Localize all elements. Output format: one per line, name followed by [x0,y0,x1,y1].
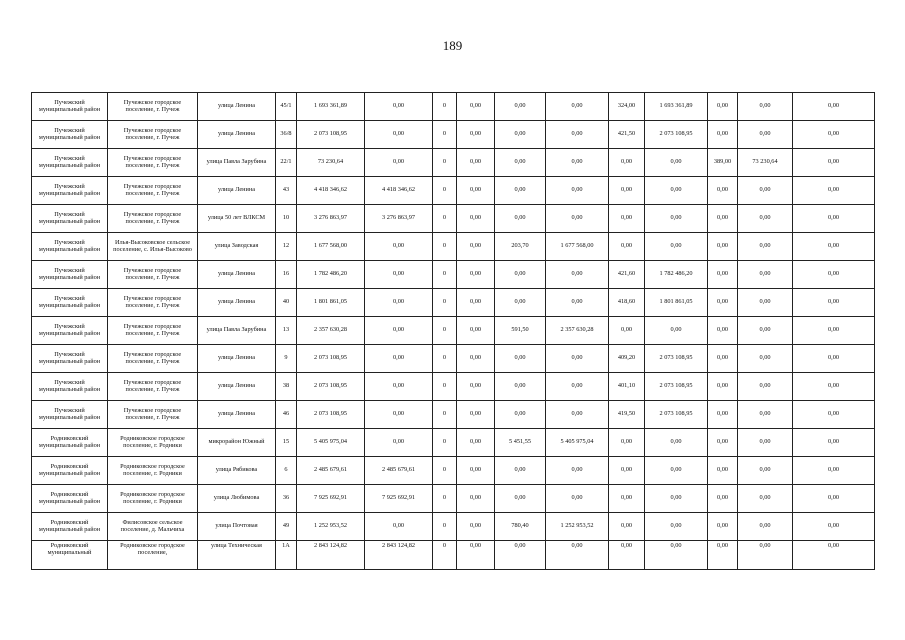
table-cell: Родниковское городское поселение, г. Родники [108,485,198,513]
table-cell: 0 [433,289,457,317]
table-cell: 401,10 [609,373,645,401]
table-cell: улица Ленина [198,121,276,149]
table-cell: 1 801 861,05 [645,289,708,317]
table-cell: 0,00 [546,261,609,289]
table-cell: 0,00 [738,345,793,373]
table-cell: 0,00 [495,177,546,205]
table-row [32,233,875,261]
table-cell: 3 276 863,97 [365,205,433,233]
table-cell: 0,00 [495,205,546,233]
table-cell: 0,00 [495,485,546,513]
table-cell: 1 782 486,20 [645,261,708,289]
table-cell: 0,00 [793,373,875,401]
table-cell: 0 [433,93,457,121]
table-cell: 13 [276,317,297,345]
table-cell: Родниковский муниципальный район [32,485,108,513]
table-cell: улица Ленина [198,93,276,121]
table-cell: 0,00 [738,205,793,233]
table-cell: улица Павла Зарубина [198,149,276,177]
table-cell: 0,00 [546,205,609,233]
table-row [32,317,875,345]
table-cell: Филисовское сельское поселение, д. Мальчиха [108,513,198,541]
table-cell: 0,00 [708,93,738,121]
table-cell: 0,00 [708,289,738,317]
table-cell: 0 [433,317,457,345]
table-cell: улица Заводская [198,233,276,261]
table-cell: 0,00 [457,485,495,513]
table-cell: Пучежское городское поселение, г. Пучеж [108,205,198,233]
table-row [32,289,875,317]
table-cell: 2 073 108,95 [297,121,365,149]
table-cell: 0,00 [609,317,645,345]
table-cell: 0,00 [708,233,738,261]
table-cell: 0,00 [738,177,793,205]
table-cell: 2 073 108,95 [297,401,365,429]
table-cell: 5 405 975,04 [546,429,609,457]
table-cell: 0 [433,541,457,570]
table-cell: 1 677 568,00 [546,233,609,261]
table-row [32,121,875,149]
table-cell: 0,00 [365,401,433,429]
table-cell: 0,00 [609,149,645,177]
table-cell: 0,00 [365,149,433,177]
table-cell: 421,60 [609,261,645,289]
table-cell: 0,00 [645,457,708,485]
table-row [32,177,875,205]
table-cell: 0,00 [738,541,793,570]
table-cell: 2 843 124,82 [297,541,365,570]
table-cell: Пучежский муниципальный район [32,205,108,233]
table-cell: улица Любимова [198,485,276,513]
table-cell: 0,00 [708,261,738,289]
table-cell: 0 [433,149,457,177]
table-cell: 0,00 [495,261,546,289]
table-cell: 0,00 [645,205,708,233]
table-cell: 419,50 [609,401,645,429]
table-cell: 0,00 [738,261,793,289]
table-cell: 0,00 [793,513,875,541]
table-cell: Родниковский муниципальный район [32,429,108,457]
table-cell: 0 [433,233,457,261]
table-cell: 0,00 [546,345,609,373]
table-cell: 2 073 108,95 [645,345,708,373]
table-cell: 49 [276,513,297,541]
table-cell: 0,00 [546,93,609,121]
table-cell: Родниковский муниципальный [32,541,108,570]
table-row [32,345,875,373]
table-cell: 0,00 [793,233,875,261]
table-cell: 0,00 [546,485,609,513]
table-cell: 0,00 [365,93,433,121]
table-cell: 0,00 [793,317,875,345]
table-row [32,485,875,513]
table-cell: 0,00 [365,317,433,345]
table-cell: 0,00 [609,205,645,233]
table-cell: улица Ленина [198,261,276,289]
table-cell: 0,00 [457,373,495,401]
table-cell: улица Почтовая [198,513,276,541]
table-cell: Пучежский муниципальный район [32,177,108,205]
table-cell: улица Рябикова [198,457,276,485]
table-cell: 1 693 361,89 [297,93,365,121]
table-cell: 0,00 [708,401,738,429]
table-cell: улица Техническая [198,541,276,570]
table-row [32,457,875,485]
table-cell: 0,00 [708,457,738,485]
table-cell: 0,00 [738,513,793,541]
table-cell: 1 677 568,00 [297,233,365,261]
table-cell: 0,00 [546,149,609,177]
table-cell: Родниковское городское поселение, [108,541,198,570]
table-row [32,429,875,457]
table-cell: 0,00 [645,317,708,345]
table-cell: Пучежское городское поселение, г. Пучеж [108,149,198,177]
table-cell: Пучежский муниципальный район [32,149,108,177]
table-cell: 0,00 [495,401,546,429]
table-cell: 1 782 486,20 [297,261,365,289]
page-number: 189 [442,38,463,53]
table-cell: 0,00 [609,457,645,485]
table-cell: 0,00 [457,233,495,261]
table-cell: 0,00 [645,429,708,457]
table-cell: 2 073 108,95 [645,373,708,401]
table-cell: 0,00 [793,261,875,289]
table-cell: улица Ленина [198,401,276,429]
table-cell: 0,00 [738,429,793,457]
table-cell: 0,00 [738,485,793,513]
table-cell: Пучежский муниципальный район [32,233,108,261]
table-cell: Пучежский муниципальный район [32,345,108,373]
table-cell: Пучежский муниципальный район [32,261,108,289]
table-cell: 22/1 [276,149,297,177]
table-body [32,93,875,570]
table-cell: Пучежское городское поселение, г. Пучеж [108,373,198,401]
table-cell: 0,00 [645,541,708,570]
table-cell: 2 357 630,28 [297,317,365,345]
table-cell: Пучежский муниципальный район [32,93,108,121]
table-cell: 0,00 [738,317,793,345]
table-cell: 43 [276,177,297,205]
table-cell: 0,00 [546,457,609,485]
table-cell: 0,00 [495,457,546,485]
table-cell: 2 073 108,95 [297,373,365,401]
table-cell: 0 [433,429,457,457]
table-cell: 0,00 [645,513,708,541]
table-cell: 1А [276,541,297,570]
table-cell: Пучежское городское поселение, г. Пучеж [108,261,198,289]
table-cell: 0,00 [495,121,546,149]
table-cell: 0 [433,205,457,233]
table-cell: 4 418 346,62 [365,177,433,205]
table-cell: 0,00 [365,429,433,457]
table-cell: 0,00 [609,429,645,457]
table-cell: 0,00 [365,289,433,317]
table-cell: 0 [433,401,457,429]
table-cell: 0,00 [365,261,433,289]
table-cell: 0,00 [738,121,793,149]
table-row [32,401,875,429]
table-cell: 0,00 [457,205,495,233]
table-cell: 0,00 [708,345,738,373]
table-cell: 0,00 [645,149,708,177]
table-cell: 0,00 [793,177,875,205]
table-cell: 0,00 [645,233,708,261]
table-cell: 0,00 [793,289,875,317]
table-cell: 0,00 [738,233,793,261]
table-cell: 0,00 [793,149,875,177]
table-row [32,373,875,401]
table-cell: 73 230,64 [738,149,793,177]
table-cell: 409,20 [609,345,645,373]
table-cell: 0,00 [645,485,708,513]
table-row [32,261,875,289]
table-cell: 38 [276,373,297,401]
table-cell: 0,00 [738,457,793,485]
table-cell: 0,00 [457,177,495,205]
table-cell: 780,40 [495,513,546,541]
table-cell: Пучежское городское поселение, г. Пучеж [108,317,198,345]
table-cell: 0 [433,261,457,289]
table-cell: 0,00 [708,485,738,513]
table-cell: 2 073 108,95 [297,345,365,373]
table-cell: Родниковское городское поселение, г. Родники [108,457,198,485]
data-table [31,92,875,570]
table-cell: 12 [276,233,297,261]
table-cell: 10 [276,205,297,233]
table-cell: 73 230,64 [297,149,365,177]
table-cell: 0,00 [495,149,546,177]
table-cell: Родниковское городское поселение, г. Родники [108,429,198,457]
table-cell: улица Ленина [198,373,276,401]
table-cell: 0 [433,457,457,485]
table-cell: 40 [276,289,297,317]
table-cell: Родниковский муниципальный район [32,457,108,485]
table-cell: 9 [276,345,297,373]
table-cell: 0,00 [457,429,495,457]
table-cell: микрорайон Южный [198,429,276,457]
table-cell: 0,00 [546,373,609,401]
table-cell: улица 50 лет ВЛКСМ [198,205,276,233]
table-cell: 1 693 361,89 [645,93,708,121]
table-cell: 591,50 [495,317,546,345]
table-cell: 0 [433,485,457,513]
table-cell: 389,00 [708,149,738,177]
table-cell: 0,00 [457,289,495,317]
table-cell: 0,00 [708,177,738,205]
table-cell: 0,00 [365,373,433,401]
table-row [32,149,875,177]
table-cell: Илья-Высоковское сельское поселение, с. Илья-Высоково [108,233,198,261]
table-cell: 0,00 [495,373,546,401]
table-cell: 0,00 [365,121,433,149]
table-cell: Пучежский муниципальный район [32,373,108,401]
table-cell: 0,00 [793,121,875,149]
table-cell: 0,00 [457,149,495,177]
table-cell: 2 485 679,61 [297,457,365,485]
table-cell: 0 [433,513,457,541]
table-cell: Пучежское городское поселение, г. Пучеж [108,121,198,149]
table-cell: улица Ленина [198,289,276,317]
table-cell: 0,00 [546,401,609,429]
table-cell: 0,00 [457,261,495,289]
table-cell: 0,00 [793,401,875,429]
table-cell: 421,50 [609,121,645,149]
table-cell: улица Ленина [198,345,276,373]
table-cell: 0,00 [609,177,645,205]
table-cell: 0,00 [365,345,433,373]
table-cell: 36 [276,485,297,513]
table-cell: улица Павла Зарубина [198,317,276,345]
table-cell: Пучежский муниципальный район [32,317,108,345]
table-row [32,541,875,570]
table-row [32,205,875,233]
table-cell: 324,00 [609,93,645,121]
table-cell: 0,00 [457,345,495,373]
table-cell: 0 [433,373,457,401]
table-cell: 16 [276,261,297,289]
table-cell: 203,70 [495,233,546,261]
table-cell: 0,00 [365,233,433,261]
table-cell: 5 405 975,04 [297,429,365,457]
table-cell: 0,00 [365,513,433,541]
table-cell: 0,00 [708,513,738,541]
table-cell: 46 [276,401,297,429]
table-cell: 0,00 [546,121,609,149]
table-cell: 0,00 [708,317,738,345]
table-cell: 2 485 679,61 [365,457,433,485]
table-cell: 0,00 [457,541,495,570]
table-cell: 2 073 108,95 [645,121,708,149]
table-cell: 7 925 692,91 [365,485,433,513]
table-cell: 0,00 [738,401,793,429]
table-cell: Пучежский муниципальный район [32,289,108,317]
table-cell: 45/1 [276,93,297,121]
table-cell: 0,00 [793,429,875,457]
table-cell: 1 252 953,52 [297,513,365,541]
table-cell: 0,00 [793,485,875,513]
table-cell: 0,00 [457,513,495,541]
table-cell: 1 252 953,52 [546,513,609,541]
table-cell: 0,00 [609,513,645,541]
table-cell: 0,00 [738,289,793,317]
table-cell: 0,00 [457,401,495,429]
table-cell: 0,00 [546,541,609,570]
table-cell: 0,00 [546,177,609,205]
table-cell: 5 451,55 [495,429,546,457]
table-cell: 3 276 863,97 [297,205,365,233]
table-cell: Пучежское городское поселение, г. Пучеж [108,289,198,317]
table-cell: 0,00 [708,429,738,457]
table-cell: Родниковский муниципальный район [32,513,108,541]
table-cell: 0,00 [495,345,546,373]
table-cell: 0,00 [546,289,609,317]
table-cell: улица Ленина [198,177,276,205]
table-cell: Пучежское городское поселение, г. Пучеж [108,177,198,205]
table-cell: 0,00 [738,93,793,121]
table-cell: 0,00 [708,373,738,401]
table-cell: 0,00 [793,541,875,570]
table-cell: 0 [433,345,457,373]
table-cell: 15 [276,429,297,457]
table-cell: 2 843 124,82 [365,541,433,570]
table-cell: 0,00 [495,289,546,317]
table-cell: 0 [433,177,457,205]
table-cell: Пучежское городское поселение, г. Пучеж [108,93,198,121]
table-cell: 1 801 861,05 [297,289,365,317]
table-cell: 0,00 [457,457,495,485]
table-cell: 0,00 [708,121,738,149]
table-cell: 0,00 [609,233,645,261]
table-cell: 0,00 [793,205,875,233]
table-cell: 0,00 [495,93,546,121]
table-cell: Пучежский муниципальный район [32,401,108,429]
table-cell: 2 357 630,28 [546,317,609,345]
table-cell: 0,00 [708,541,738,570]
table-cell: 0,00 [457,121,495,149]
table-cell: 0,00 [793,457,875,485]
table-cell: 0,00 [457,93,495,121]
table-cell: 0,00 [645,177,708,205]
table-cell: Пучежское городское поселение, г. Пучеж [108,401,198,429]
table-row [32,513,875,541]
table-row [32,93,875,121]
table-cell: 0,00 [609,485,645,513]
table-cell: Пучежский муниципальный район [32,121,108,149]
table-cell: 0,00 [793,93,875,121]
table-cell: Пучежское городское поселение, г. Пучеж [108,345,198,373]
table-cell: 6 [276,457,297,485]
table-cell: 0,00 [457,317,495,345]
table-cell: 0,00 [495,541,546,570]
table-cell: 4 418 346,62 [297,177,365,205]
table-cell: 2 073 108,95 [645,401,708,429]
table-cell: 0 [433,121,457,149]
table-cell: 36/8 [276,121,297,149]
table-cell: 0,00 [738,373,793,401]
table-cell: 0,00 [793,345,875,373]
table-cell: 7 925 692,91 [297,485,365,513]
table-cell: 418,60 [609,289,645,317]
table-cell: 0,00 [609,541,645,570]
table-cell: 0,00 [708,205,738,233]
